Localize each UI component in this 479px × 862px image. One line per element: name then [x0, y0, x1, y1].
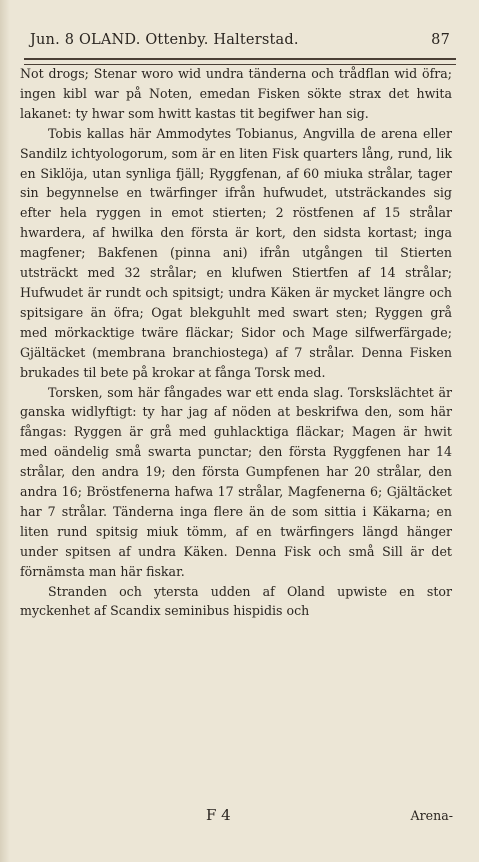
paragraph-stranden: Stranden och ytersta udden af Oland upwiste en stor myckenhet af Scandix seminibus hispidis och [20, 583, 452, 619]
signature-mark: F 4 [206, 806, 231, 824]
running-header [30, 32, 450, 54]
paragraph-torsken: Torsken, som här fångades war ett enda slag. Torskslächtet är ganska widlyftigt: ty har jag af nöden at beskrifwa den, som här fångas: Ryggen är grå med guhlacktiga fläckar; Magen är hwit med oändelig små swarta punctar; den första Ryggfenen har 14 strålar, den andra 19; den första Gumpfenen har 20 strålar, den andra 16; Bröstfenerna hafwa 17 strålar, Magfenerna 6; Gjältäcket har 7 strålar. Tänderna inga flere än de som sittia i Käkarna; en liten rund spitsig miuk tömm, af en twärfingers längd hänger under spitsen af undra Käken. Denna Fisk och små Sill är det förnämsta man här fiskar. [20, 384, 452, 579]
page-edge-shadow [0, 0, 10, 862]
running-title: Jun. 8 OLAND. Ottenby. Halterstad. [30, 32, 299, 48]
paragraph-tobis: Tobis kallas här Ammodytes Tobianus, Angvilla de arena eller Sandilz ichtyologorum, som är en liten Fisk quarters lång, rund, lik en Siklöja, utan synliga fjäll; Ryggfenan, af 60 miuka strålar, tager sin begynnelse en twärfinger ifrån hufwudet, utsträckandes sig efter hela ryggen in emot stierten; 2 röstfenen af 15 strålar hwardera, af hwilka den första är kort, den sidsta kortast; inga magfener; Bakfenen (pinna ani) ifrån utgången til Stierten utsträckt med 32 strålar; en klufwen Stiertfen af 14 strålar; Hufwudet är rundt och spitsigt; undra Käken är mycket längre och spitsigare än öfra; Ogat blekguhlt med swart sten; Ryggen grå med mörkacktige twäre fläckar; Sidor och Mage silfwerfärgade; Gjältäcket (membrana branchiostega) af 7 strålar. Denna Fisken brukades til bete på krokar at fånga Torsk med. [20, 125, 452, 380]
paragraph-continued: Not drogs; Stenar woro wid undra tänderna och trådflan wid öfra; ingen kibl war på Noten, emedan Fisken sökte strax det hwita lakanet: ty hwar som hwitt kastas tit begifwer han sig. [20, 66, 452, 121]
page-number: 87 [431, 32, 450, 48]
text-body [20, 64, 452, 621]
catchword: Arena- [410, 808, 453, 823]
